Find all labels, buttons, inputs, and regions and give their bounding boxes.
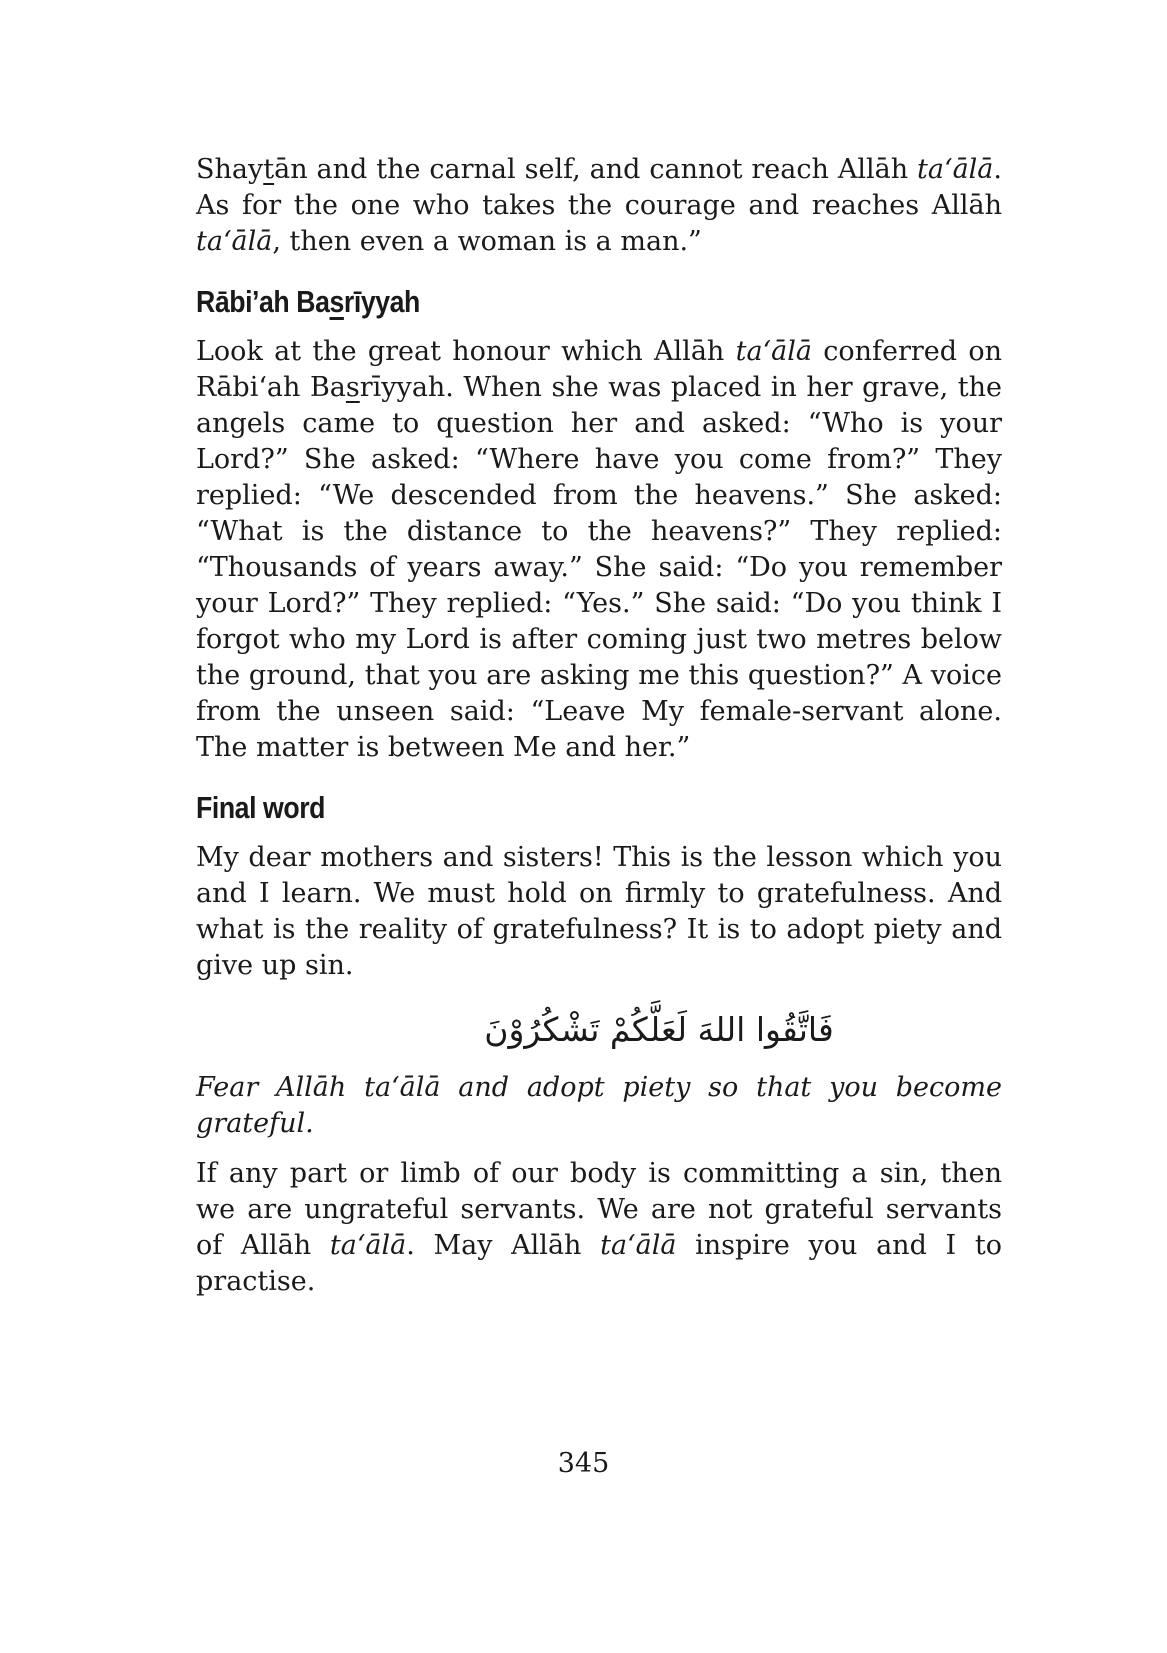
intro-paragraph <box>196 152 1002 260</box>
closing-paragraph <box>196 1156 1002 1300</box>
text-span: . May Allāh <box>406 1230 601 1261</box>
underlined-letter: s <box>345 372 360 403</box>
text-span: If any part or limb of our body is committing a sin, then we are ungrateful servants. We are not grateful servants of Allāh <box>196 1158 1002 1261</box>
text-span: conferred on Rābi‘ah Ba <box>196 336 1002 403</box>
text-span: , then even a woman is a man.” <box>272 226 702 257</box>
italic-term: ta‘ālā <box>600 1230 677 1261</box>
page-number: 345 <box>557 1448 610 1479</box>
verse-translation: Fear Allāh ta‘ālā and adopt piety so that you become grateful. <box>196 1072 1002 1139</box>
text-span: . As for the one who takes the courage and reaches Allāh <box>196 154 1002 221</box>
underlined-letter: s <box>329 284 344 319</box>
italic-term: ta‘ālā <box>329 1230 407 1261</box>
section-heading-final-word: Final word <box>196 790 325 825</box>
arabic-verse: فَاتَّقُوا اللهَ لَعَلَّكُمْ تَشْكُرُوْنَ <box>484 1010 834 1049</box>
underlined-letter: t <box>263 154 275 185</box>
final-word-paragraph: My dear mothers and sisters! This is the lesson which you and I learn. We must hold on firmly to gratefulness. And what is the reality of gratefulness? It is to adopt piety and give up sin. <box>196 842 1002 981</box>
page-content <box>196 152 1002 1300</box>
italic-term: ta‘ālā <box>917 154 994 185</box>
heading-text: rīyyah <box>343 284 420 319</box>
text-span: inspire you and I to practise. <box>196 1230 1002 1297</box>
section-heading-rabiah <box>196 274 889 330</box>
text-span: ān and the carnal self, and cannot reach Allāh <box>274 154 918 185</box>
text-span: rīyyah. When she was placed in her grave, the angels came to question her and asked: “Who is your Lord?” She asked: “Where have you come from?” They replied: “We descended from the heavens.” She asked: “What is the distance to the heavens?” They replied: “Thousands of years away.” She said: “Do you remember your Lord?” They replied: “Yes.” She said: “Do you think I forgot who my Lord is after coming just two metres below the ground, that you are asking me this question?” A voice from the unseen said: “Leave My female-servant alone. The matter is between Me and her.” <box>196 372 1003 763</box>
italic-term: ta‘ālā <box>735 336 812 367</box>
text-span: Look at the great honour which Allāh <box>196 336 736 367</box>
heading-text: Rābi’ah Ba <box>196 284 330 319</box>
rabiah-paragraph <box>196 334 1002 766</box>
italic-term: ta‘ālā <box>196 226 273 257</box>
text-span: Shay <box>196 154 264 185</box>
